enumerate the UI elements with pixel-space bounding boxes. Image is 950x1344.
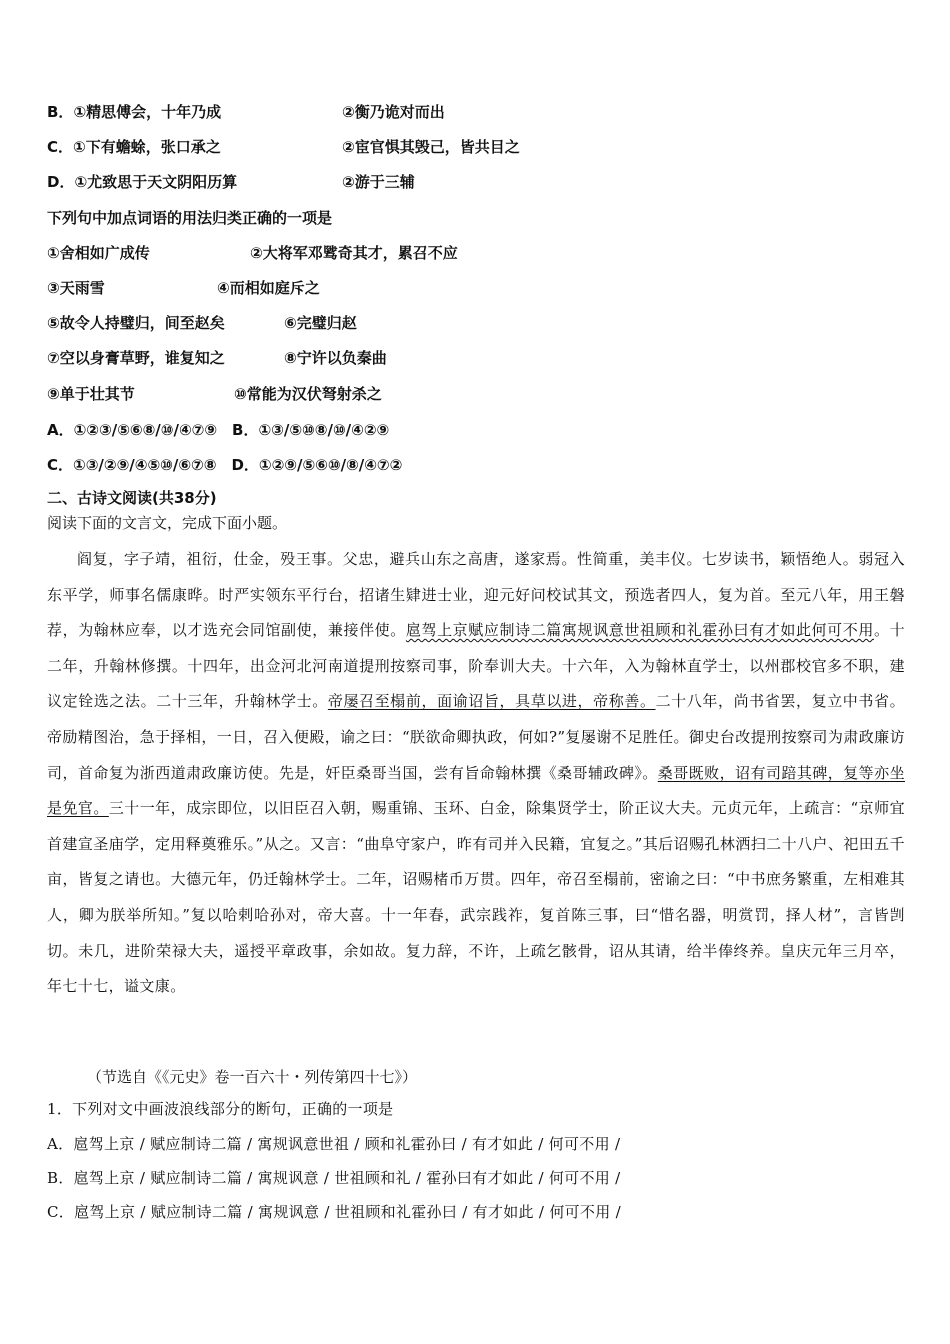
item-1: ①舍相如广成传 — [47, 244, 150, 262]
passage-text-2: 。十二年，升翰林修撰。十四年，出佥河北河南道提刑按察司事，阶奉训大夫。十六年，入为翰林直学士，以州郡校官多不职，建议定铨选之法。二十三年，升翰林学士。 — [47, 621, 905, 711]
item-9: ⑨单于壮其节 — [47, 385, 135, 403]
underlined-sentence-1: 帝屡召至榻前，面谕诏旨，具草以进，帝称善。 — [327, 692, 656, 711]
option-b-first: ①精思傅会，十年乃成 — [73, 103, 222, 121]
item-2: ②大将军邓骘奇其才，累召不应 — [250, 244, 458, 262]
option-d-label: D． — [47, 173, 75, 191]
item-3: ③天雨雪 — [47, 279, 105, 297]
item-8: ⑧宁许以负秦曲 — [284, 349, 387, 367]
item-5: ⑤故令人持璧归，间至赵矣 — [47, 314, 225, 332]
question-item-row — [47, 278, 320, 298]
question-item-row — [47, 348, 387, 368]
option-c-label: C． — [47, 138, 74, 156]
question-stem: 下列句中加点词语的用法归类正确的一项是 — [47, 209, 333, 227]
wavy-underlined-text: 扈驾上京赋应制诗二篇寓规讽意世祖顾和礼霍孙曰有才如此何可不用 — [405, 621, 874, 640]
question-3-option-a: A．扈驾上京 / 赋应制诗二篇 / 寓规讽意世祖 / 顾和礼霍孙曰 / 有才如此 / 何可不用 / — [47, 1135, 621, 1153]
passage-source: （节选自《《元史》卷一百六十・列传第四十七》） — [87, 1068, 418, 1086]
option-b — [47, 102, 445, 122]
option-d-second: ②游于三辅 — [342, 173, 415, 191]
option-d-first: ①尤致思于天文阴阳历算 — [74, 173, 238, 191]
question-3-stem: 1．下列对文中画波浪线部分的断句，正确的一项是 — [47, 1100, 394, 1118]
question-item-row — [47, 384, 382, 404]
choices-row-1: A．①②③/⑤⑥⑧/⑩/④⑦⑨ B．①③/⑤⑩⑧/⑩/④②⑨ — [47, 421, 390, 439]
option-c-first: ①下有蟾蜍，张口承之 — [73, 138, 221, 156]
question-item-row — [47, 313, 357, 333]
section-instruction: 阅读下面的文言文，完成下面小题。 — [47, 514, 288, 532]
underlined-sentence-2: 桑哥既败，诏有司踣其碑，复等亦坐是免官。 — [47, 763, 905, 818]
question-3-option-c: C．扈驾上京 / 赋应制诗二篇 / 寓规讽意 / 世祖顾和礼霍孙曰 / 有才如此 / 何可不用 / — [47, 1203, 621, 1221]
passage-paragraph — [47, 542, 905, 1005]
classical-passage — [47, 542, 905, 1005]
passage-text-4: 三十一年，成宗即位，以旧臣召入朝，赐重锦、玉环、白金，除集贤学士，阶正议大夫。元贞元年，上疏言：“京师宜首建宣圣庙学，定用释奠雅乐。”从之。又言：“曲阜守家户，昨有司并入民籍，宜复之。”其后诏赐孔林洒扫二十八户、祀田五千亩，皆复之请也。大德元年，仍迁翰林学士。二年，诏赐楮币万贯。四年，帝召至榻前，密谕之曰：“中书庶务繁重，左相难其人，卿为朕举所知。”复以哈剌哈孙对，帝大喜。十一年春，武宗践祚，复首陈三事，曰“惜名器，明赏罚，择人材”，言皆剀切。未几，进阶荣禄大夫，遥授平章政事，余如故。复力辞，不许，上疏乞骸骨，诏从其请，给半俸终养。皇庆元年三月卒，年七十七，谥文康。 — [47, 799, 905, 996]
passage-text-1: 阎复，字子靖，祖衍，仕金，殁王事。父忠，避兵山东之高唐，遂家焉。性简重，美丰仪。七岁读书，颖悟绝人。弱冠入东平学，师事名儒康晔。时严实领东平行台，招诸生肄进士业，迎元好问校试其文，预选者四人，复为首。至元八年，用王磐荐，为翰林应奉，以才选充会同馆副使，兼接伴使。 — [47, 550, 905, 640]
item-4: ④而相如庭斥之 — [217, 279, 320, 297]
item-7: ⑦空以身膏草野，谁复知之 — [47, 349, 225, 367]
option-b-label: B． — [47, 103, 74, 121]
question-item-row — [47, 243, 458, 263]
option-c-second: ②宦官惧其毁己，皆共目之 — [342, 138, 520, 156]
question-3-option-b: B．扈驾上京 / 赋应制诗二篇 / 寓规讽意 / 世祖顾和礼 / 霍孙曰有才如此 / 何可不用 / — [47, 1169, 621, 1187]
option-b-second: ②衡乃诡对而出 — [342, 103, 445, 121]
option-d — [47, 172, 415, 192]
item-10: ⑩常能为汉伏弩射杀之 — [234, 385, 382, 403]
item-6: ⑥完璧归赵 — [284, 314, 357, 332]
section-title: 二、古诗文阅读(共38分) — [47, 489, 217, 507]
choices-row-2: C．①③/②⑨/④⑤⑩/⑥⑦⑧ D．①②⑨/⑤⑥⑩/⑧/④⑦② — [47, 456, 403, 474]
option-c — [47, 137, 520, 157]
passage-text-3: 二十八年，尚书省罢，复立中书省。帝励精图治，急于择相，一日，召入便殿，谕之曰：“朕欲命卿执政，何如?”复屡谢不足胜任。御史台改提刑按察司为肃政廉访司，首命复为浙西道肃政廉访使。先是，奸臣桑哥当国，尝有旨命翰林撰《桑哥辅政碑》。 — [47, 692, 906, 782]
